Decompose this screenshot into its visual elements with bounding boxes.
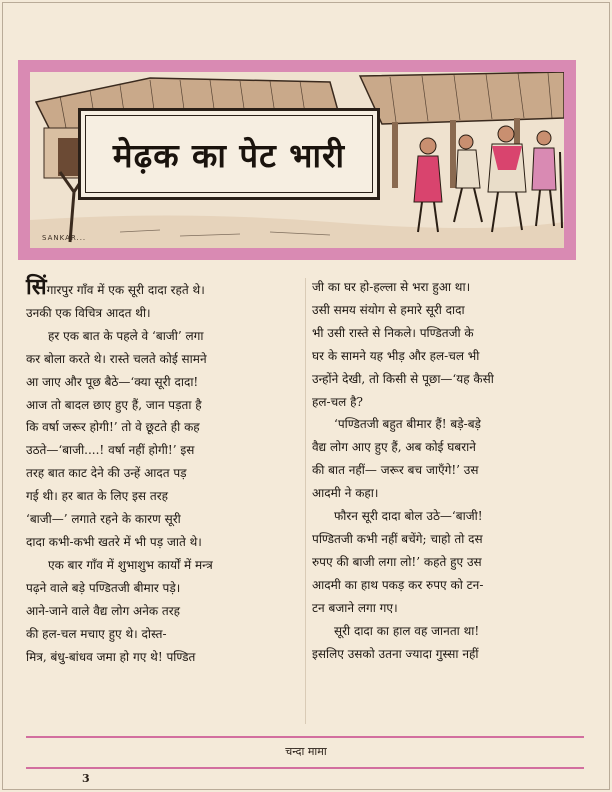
story-line: सिंगारपुर गाँव में एक सूरी दादा रहते थे। bbox=[26, 274, 205, 300]
story-line: घर के सामने यह भीड़ और हल-चल भी bbox=[312, 348, 480, 363]
story-line: गई थी। हर बात के लिए इस तरह bbox=[26, 489, 168, 504]
story-line: की बात नहीं— जरूर बच जाएँगे!’ उस bbox=[312, 463, 479, 478]
story-line: आदमी का हाथ पकड़ कर रुपए को टन- bbox=[312, 577, 484, 592]
story-line: हर एक बात के पहले वे ‘बाजी’ लगा bbox=[48, 328, 204, 343]
story-line: सूरी दादा का हाल वह जानता था! bbox=[334, 623, 480, 638]
story-line: मित्र, बंधु-बांधव जमा हो गए थे! पण्डित bbox=[26, 649, 196, 664]
drop-cap: सिं bbox=[26, 274, 47, 300]
illustrator-signature: SANKAR... bbox=[42, 234, 87, 242]
story-column-right bbox=[312, 276, 588, 665]
column-divider bbox=[305, 278, 306, 724]
story-line: आ जाए और पूछ बैठे—‘क्या सूरी दादा! bbox=[26, 374, 199, 389]
story-line: तरह बात काट देने की उन्हें आदत पड़ bbox=[26, 466, 187, 481]
story-line: पढ़ने वाले बड़े पण्डितजी बीमार पड़े। bbox=[26, 580, 181, 595]
story-line: कि वर्षा जरूर होगी!’ तो वे छूटते ही कह bbox=[26, 420, 200, 435]
story-line: एक बार गाँव में शुभाशुभ कार्यों में मन्त्र bbox=[48, 557, 213, 572]
story-line: आदमी ने कहा। bbox=[312, 486, 379, 501]
header-banner bbox=[18, 60, 576, 260]
story-line: टन बजाने लगा गए। bbox=[312, 600, 398, 615]
story-line: हल-चल है? bbox=[312, 394, 363, 409]
story-line: इसलिए उसको उतना ज्यादा गुस्सा नहीं bbox=[312, 646, 479, 661]
story-line: ‘पण्डितजी बहुत बीमार हैं! बड़े-बड़े bbox=[334, 417, 481, 432]
page-number: 3 bbox=[82, 772, 90, 785]
story-line: कर बोला करते थे। रास्ते चलते कोई सामने bbox=[26, 351, 207, 366]
story-line: ‘बाजी—’ लगाते रहने के कारण सूरी bbox=[26, 512, 181, 527]
story-column-left bbox=[26, 276, 298, 668]
story-line: जी का घर हो-हल्ला से भरा हुआ था। bbox=[312, 280, 471, 294]
story-line: दादा कभी-कभी खतरे में भी पड़ जाते थे। bbox=[26, 534, 202, 549]
magazine-name: चन्दा मामा bbox=[285, 745, 327, 758]
story-line: वैद्य लोग आए हुए हैं, अब कोई घबराने bbox=[312, 440, 476, 455]
story-line: फौरन सूरी दादा बोल उठे—‘बाजी! bbox=[334, 509, 483, 524]
story-title: मेढ़क का पेट भारी bbox=[112, 135, 346, 175]
story-line: उन्होंने देखी, तो किसी से पूछा—‘यह कैसी bbox=[312, 371, 494, 386]
story-line: की हल-चल मचाए हुए थे। दोस्त- bbox=[26, 626, 167, 641]
story-line: आज तो बादल छाए हुए हैं, जान पड़ता है bbox=[26, 397, 202, 412]
story-line: उनकी एक विचित्र आदत थी। bbox=[26, 305, 151, 320]
story-line: रुपए की बाजी लगा लो!’ कहते हुए उस bbox=[312, 554, 482, 569]
story-title-box bbox=[78, 108, 380, 200]
footer-rule-top bbox=[26, 736, 584, 738]
footer-rule-bottom bbox=[26, 767, 584, 769]
story-line: उसी समय संयोग से हमारे सूरी दादा bbox=[312, 302, 465, 317]
story-line: पण्डितजी कभी नहीं बचेंगे; चाहो तो दस bbox=[312, 531, 483, 546]
story-line: उठते—‘बाजी....! वर्षा नहीं होगी!’ इस bbox=[26, 443, 195, 458]
story-line: भी उसी रास्ते से निकले। पण्डितजी के bbox=[312, 325, 474, 340]
story-line: आने-जाने वाले वैद्य लोग अनेक तरह bbox=[26, 603, 181, 618]
